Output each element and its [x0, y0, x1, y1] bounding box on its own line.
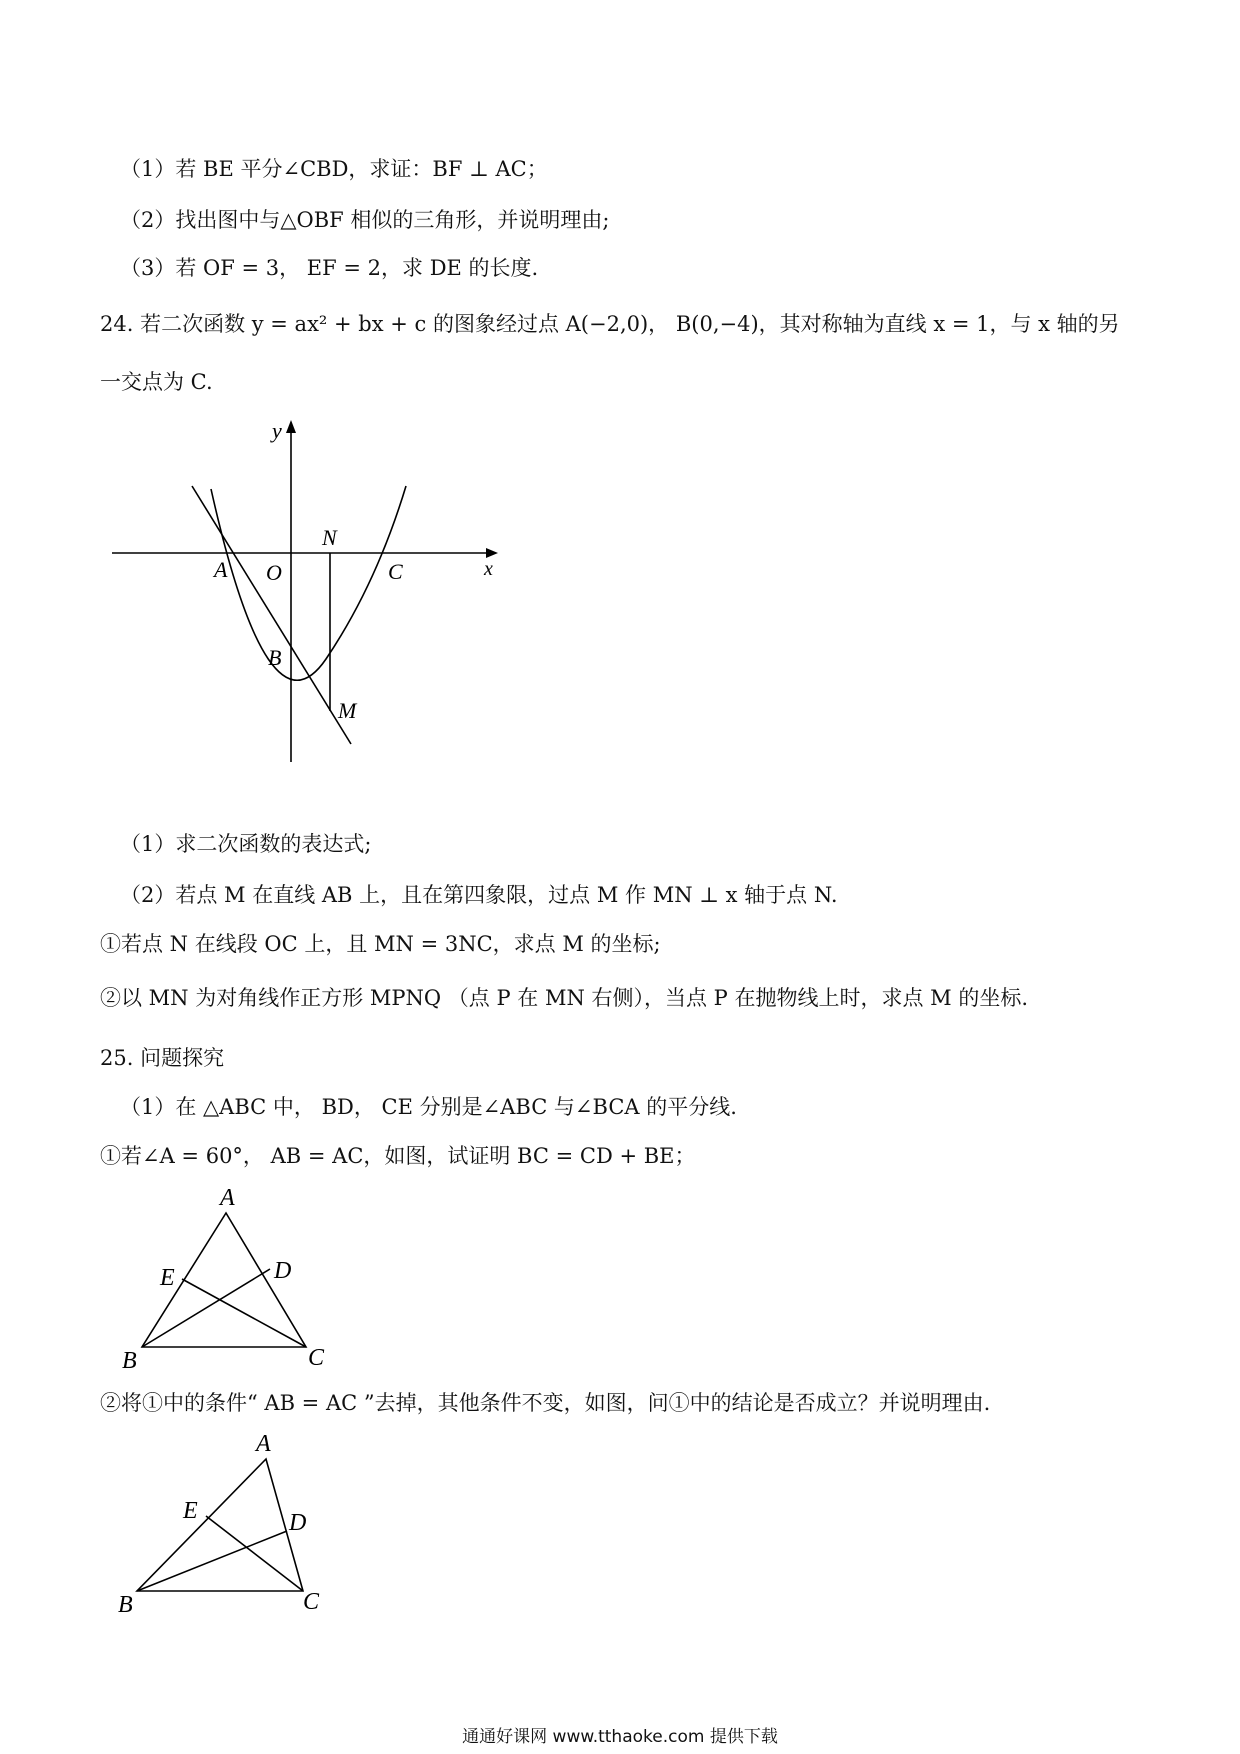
label-m: M — [338, 698, 357, 723]
label-x: x — [484, 558, 493, 580]
label-a-2: A — [256, 1431, 271, 1457]
q24-part1: （1）求二次函数的表达式; — [120, 832, 372, 856]
q25-sub2: ②将①中的条件“ AB = AC ”去掉，其他条件不变，如图，问①中的结论是否成立？并说明理由. — [100, 1391, 991, 1415]
label-d-2: D — [289, 1510, 307, 1536]
label-e-2: E — [183, 1498, 198, 1524]
label-b: B — [268, 645, 282, 670]
q25-triangle-figure-1 — [110, 1170, 340, 1370]
label-c: C — [388, 559, 403, 584]
q25-triangle-figure-2 — [110, 1425, 360, 1625]
label-a: A — [214, 557, 228, 582]
label-e: E — [160, 1265, 175, 1291]
parabola-curve — [211, 486, 406, 680]
q24-sub1: ①若点 N 在线段 OC 上，且 MN = 3NC，求点 M 的坐标; — [100, 932, 661, 956]
label-a: A — [220, 1185, 235, 1211]
label-b: B — [122, 1348, 137, 1370]
q25-part1: （1）在 △ABC 中， BD， CE 分别是∠ABC 与∠BCA 的平分线. — [120, 1095, 737, 1119]
label-o: O — [266, 560, 282, 585]
label-c-2: C — [303, 1589, 320, 1615]
label-d: D — [274, 1258, 292, 1284]
q23-part2: （2）找出图中与△OBF 相似的三角形，并说明理由; — [120, 208, 610, 232]
page-footer: 通通好课网 www.tthaoke.com 提供下载 — [462, 1727, 778, 1747]
label-n: N — [322, 525, 337, 550]
y-axis-arrow-icon — [286, 420, 296, 433]
q23-part1: （1）若 BE 平分∠CBD，求证：BF ⊥ AC； — [120, 157, 548, 181]
q23-part3: （3）若 OF = 3， EF = 2，求 DE 的长度. — [120, 256, 539, 280]
q24-stem-line2: 一交点为 C. — [100, 370, 213, 394]
segment-ce — [182, 1279, 306, 1347]
q25-title: 25. 问题探究 — [100, 1046, 225, 1070]
label-y: y — [272, 418, 282, 443]
q25-sub1: ①若∠A = 60°， AB = AC，如图，试证明 BC = CD + BE； — [100, 1144, 696, 1168]
label-c: C — [308, 1345, 325, 1370]
q24-parabola-figure — [100, 400, 520, 770]
q24-sub2: ②以 MN 为对角线作正方形 MPNQ （点 P 在 MN 右侧），当点 P 在抛物线上时，求点 M 的坐标. — [100, 986, 1029, 1010]
q24-stem-line1: 24. 若二次函数 y = ax² + bx + c 的图象经过点 A(−2,0)， B(0,−4)，其对称轴为直线 x = 1，与 x 轴的另 — [100, 312, 1120, 336]
x-axis-arrow-icon — [486, 548, 498, 558]
q24-part2: （2）若点 M 在直线 AB 上，且在第四象限，过点 M 作 MN ⊥ x 轴于点 N. — [120, 883, 838, 907]
label-b-2: B — [118, 1592, 133, 1618]
